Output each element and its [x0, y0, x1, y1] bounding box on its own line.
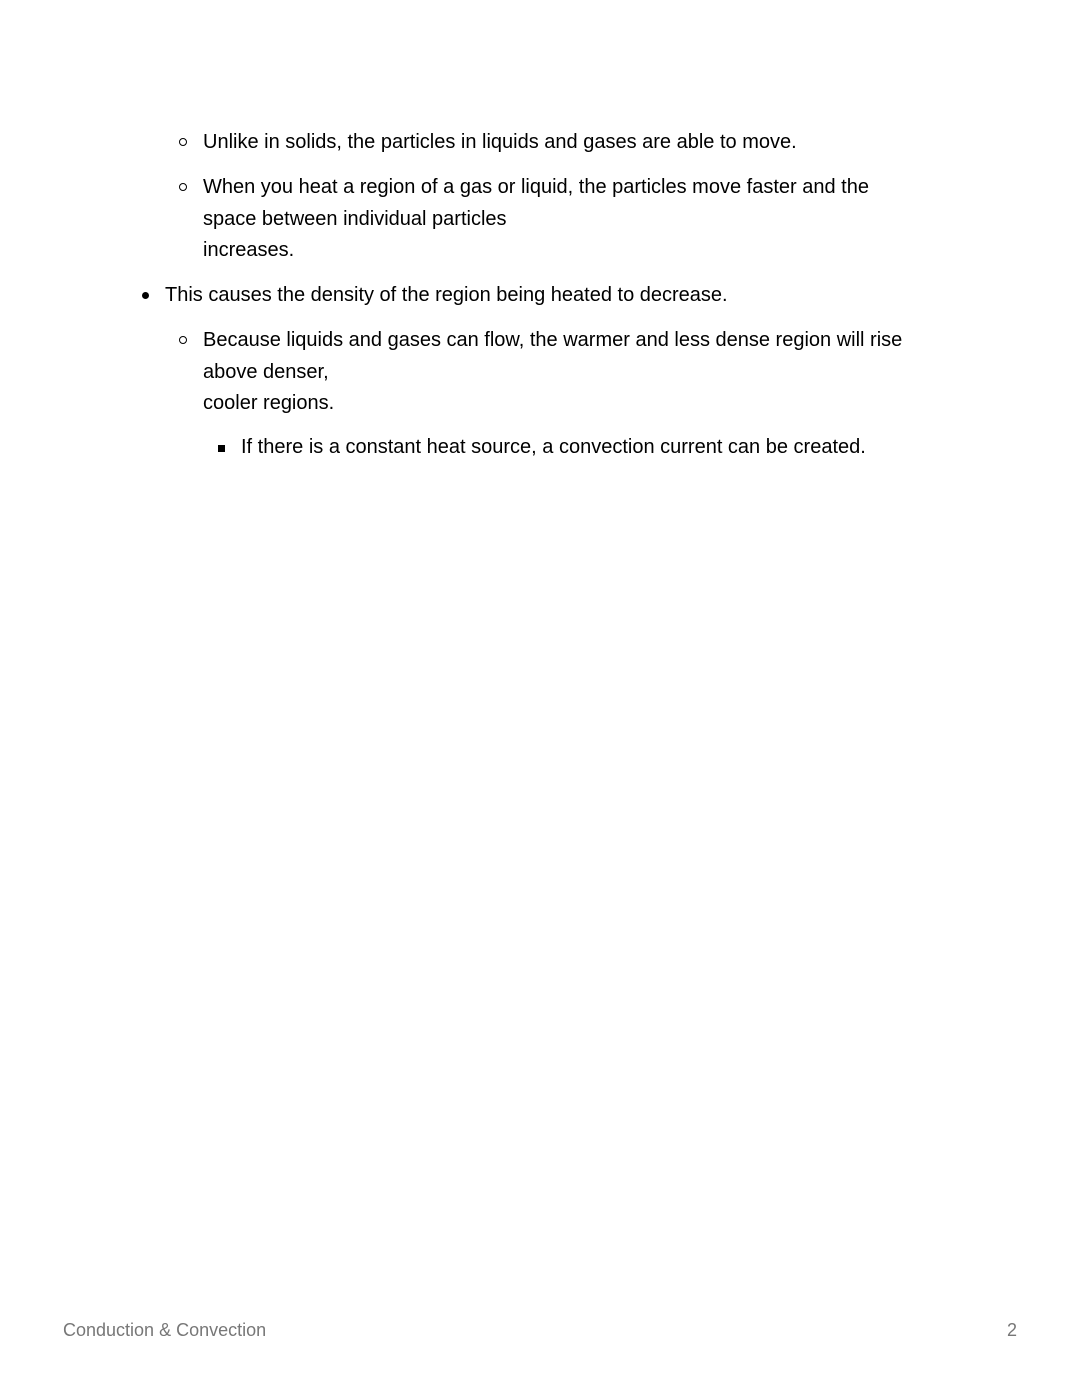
list-item-text-line: When you heat a region of a gas or liquid, the particles move faster and the	[203, 176, 869, 198]
list-item-text-line: space between individual particles	[203, 208, 507, 230]
footer-page-number: 2	[1006, 1320, 1017, 1340]
circle-bullet-icon	[179, 336, 187, 344]
list-item-text-line: above denser,	[203, 361, 329, 383]
disc-bullet-icon	[142, 292, 149, 299]
list-item-text-line: cooler regions.	[203, 392, 335, 414]
list-item-text-line: Because liquids and gases can flow, the warmer and less dense region will rise	[203, 329, 903, 351]
list-item-text: Unlike in solids, the particles in liquids and gases are able to move.	[203, 131, 797, 153]
list-item-text: This causes the density of the region being heated to decrease.	[165, 284, 728, 306]
footer-document-title: Conduction & Convection	[63, 1320, 267, 1340]
square-bullet-icon	[218, 445, 225, 452]
circle-bullet-icon	[179, 183, 187, 191]
list-item-text: If there is a constant heat source, a convection current can be created.	[241, 436, 866, 458]
list-item-text-line: increases.	[203, 239, 295, 261]
circle-bullet-icon	[179, 138, 187, 146]
